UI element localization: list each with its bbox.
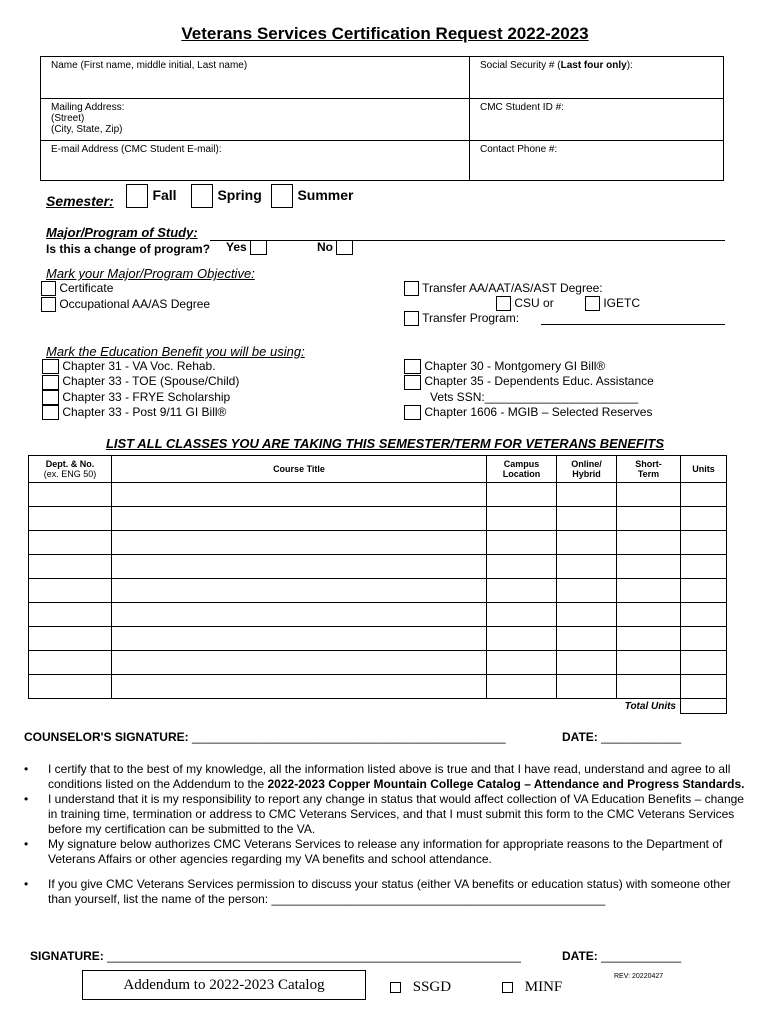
transfer-degree-label: Transfer AA/AAT/AS/AST Degree:	[422, 281, 603, 295]
ssgd-label: SSGD	[412, 979, 452, 995]
ch30-checkbox[interactable]	[404, 359, 421, 374]
fall-checkbox[interactable]	[126, 184, 148, 208]
ch33-toe-label: Chapter 33 - TOE (Spouse/Child)	[62, 374, 240, 389]
change-yes-checkbox[interactable]	[250, 240, 267, 255]
table-row[interactable]	[29, 651, 727, 675]
ssgd-checkbox[interactable]	[390, 982, 401, 993]
occupational-label: Occupational AA/AS Degree	[59, 297, 211, 311]
table-row[interactable]	[29, 531, 727, 555]
phone-field[interactable]: Contact Phone #:	[470, 141, 724, 181]
change-no-checkbox[interactable]	[336, 240, 353, 255]
counselor-signature-label: COUNSELOR'S SIGNATURE:	[24, 730, 189, 744]
ch35-checkbox[interactable]	[404, 375, 421, 390]
ch1606-checkbox[interactable]	[404, 405, 421, 420]
change-program-question: Is this a change of program?	[46, 242, 211, 256]
minf-checkbox[interactable]	[502, 982, 513, 993]
fall-label: Fall	[152, 187, 177, 204]
spring-checkbox[interactable]	[191, 184, 213, 208]
classes-table	[28, 455, 727, 714]
igetc-checkbox[interactable]	[585, 296, 600, 311]
signature-line[interactable]: ______________________________________________________________	[107, 949, 521, 963]
addendum-box: Addendum to 2022-2023 Catalog	[82, 970, 366, 1000]
ch33-frye-label: Chapter 33 - FRYE Scholarship	[62, 389, 231, 404]
ch1606-label: Chapter 1606 - MGIB – Selected Reserves	[424, 404, 653, 419]
minf-label: MINF	[524, 979, 563, 995]
student-info-table	[40, 56, 724, 181]
semester-label: Semester:	[46, 193, 114, 209]
certificate-checkbox[interactable]	[41, 281, 56, 296]
certification-list	[24, 762, 754, 907]
table-row[interactable]	[29, 483, 727, 507]
list-item: • I certify that to the best of my knowledge, all the information listed above is true and that I have read, understand and agree to all conditions listed on the Addendum to the 2022-2023 Copper Mountain College Catalog – Attendance and Progress Standards.	[24, 762, 745, 791]
page-title: Veterans Services Certification Request 2022-2023	[181, 24, 589, 43]
classes-heading: LIST ALL CLASSES YOU ARE TAKING THIS SEMESTER/TERM FOR VETERANS BENEFITS	[105, 436, 665, 451]
ch33-post911-checkbox[interactable]	[42, 405, 59, 420]
ch33-toe-checkbox[interactable]	[42, 375, 59, 390]
ch33-post911-label: Chapter 33 - Post 9/11 GI Bill®	[62, 404, 227, 419]
occupational-checkbox[interactable]	[41, 297, 56, 312]
ch35-label: Chapter 35 - Dependents Educ. Assistance	[424, 374, 654, 389]
ssn-field[interactable]: Social Security # (Last four only):	[470, 57, 724, 99]
major-label: Major/Program of Study:	[46, 225, 198, 240]
email-field[interactable]: E-mail Address (CMC Student E-mail):	[41, 141, 470, 181]
summer-label: Summer	[297, 187, 354, 204]
no-label: No	[317, 240, 333, 254]
table-row[interactable]	[29, 507, 727, 531]
col-short-term: Short- Term	[617, 456, 681, 483]
benefit-heading: Mark the Education Benefit you will be using:	[46, 344, 305, 359]
ch33-frye-checkbox[interactable]	[42, 390, 59, 405]
list-item: • If you give CMC Veterans Services permission to discuss your status (either VA benefits or education status) with someone other than yourself, list the name of the person: __________________________________________________	[24, 877, 731, 906]
summer-checkbox[interactable]	[271, 184, 293, 208]
col-campus: Campus Location	[487, 456, 557, 483]
csu-label: CSU or	[514, 296, 554, 310]
table-row[interactable]	[29, 579, 727, 603]
name-field[interactable]: Name (First name, middle initial, Last name)	[41, 57, 470, 99]
major-input-line[interactable]	[210, 240, 725, 241]
col-online: Online/ Hybrid	[557, 456, 617, 483]
table-row[interactable]	[29, 603, 727, 627]
igetc-label: IGETC	[603, 296, 641, 310]
counselor-date-label: DATE:	[562, 730, 598, 744]
total-units-row	[29, 699, 727, 714]
classes-header-row	[29, 456, 727, 483]
table-row[interactable]	[29, 555, 727, 579]
counselor-date-line[interactable]: ____________	[601, 730, 682, 744]
signature-date-line[interactable]: ____________	[601, 949, 682, 963]
permission-name-line[interactable]: __________________________________________________	[271, 892, 606, 906]
revision-label: REV: 20220427	[614, 973, 664, 980]
csu-checkbox[interactable]	[496, 296, 511, 311]
col-dept: Dept. & No. (ex. ENG 50)	[29, 456, 112, 483]
table-row[interactable]	[29, 627, 727, 651]
ch31-label: Chapter 31 - VA Voc. Rehab.	[62, 359, 216, 373]
signature-date-label: DATE:	[562, 949, 598, 963]
spring-label: Spring	[217, 187, 262, 204]
transfer-degree-checkbox[interactable]	[404, 281, 419, 296]
col-units: Units	[681, 456, 727, 483]
total-units-label: Total Units	[29, 699, 681, 714]
student-id-field[interactable]: CMC Student ID #:	[470, 99, 724, 141]
total-units-cell[interactable]	[681, 699, 727, 714]
objective-heading: Mark your Major/Program Objective:	[46, 266, 255, 281]
table-row[interactable]	[29, 675, 727, 699]
counselor-signature-line[interactable]: _______________________________________________	[191, 730, 506, 744]
col-course-title: Course Title	[112, 456, 487, 483]
transfer-program-line[interactable]	[541, 324, 725, 325]
ch31-checkbox[interactable]	[42, 359, 59, 374]
vets-ssn-label: Vets SSN:_______________________	[430, 389, 639, 404]
certificate-label: Certificate	[59, 281, 114, 295]
ch30-label: Chapter 30 - Montgomery GI Bill®	[424, 359, 606, 373]
yes-label: Yes	[226, 240, 247, 254]
signature-label: SIGNATURE:	[30, 949, 104, 963]
transfer-program-label: Transfer Program:	[422, 311, 520, 325]
transfer-program-checkbox[interactable]	[404, 311, 419, 326]
mailing-address-field[interactable]: Mailing Address: (Street) (City, State, Zip)	[41, 99, 470, 141]
list-item: • I understand that it is my responsibility to report any change in status that would affect collection of VA Education Benefits – change in training time, termination or address to CMC Veterans Services, and that I must submit this form to the CMC Veterans Services before my certification can be submitted to the VA.	[24, 792, 744, 836]
list-item: • My signature below authorizes CMC Veterans Services to release any information for appropriate reasons to the Department of Veterans Affairs or other agencies regarding my VA benefits and school attendance.	[24, 837, 723, 866]
